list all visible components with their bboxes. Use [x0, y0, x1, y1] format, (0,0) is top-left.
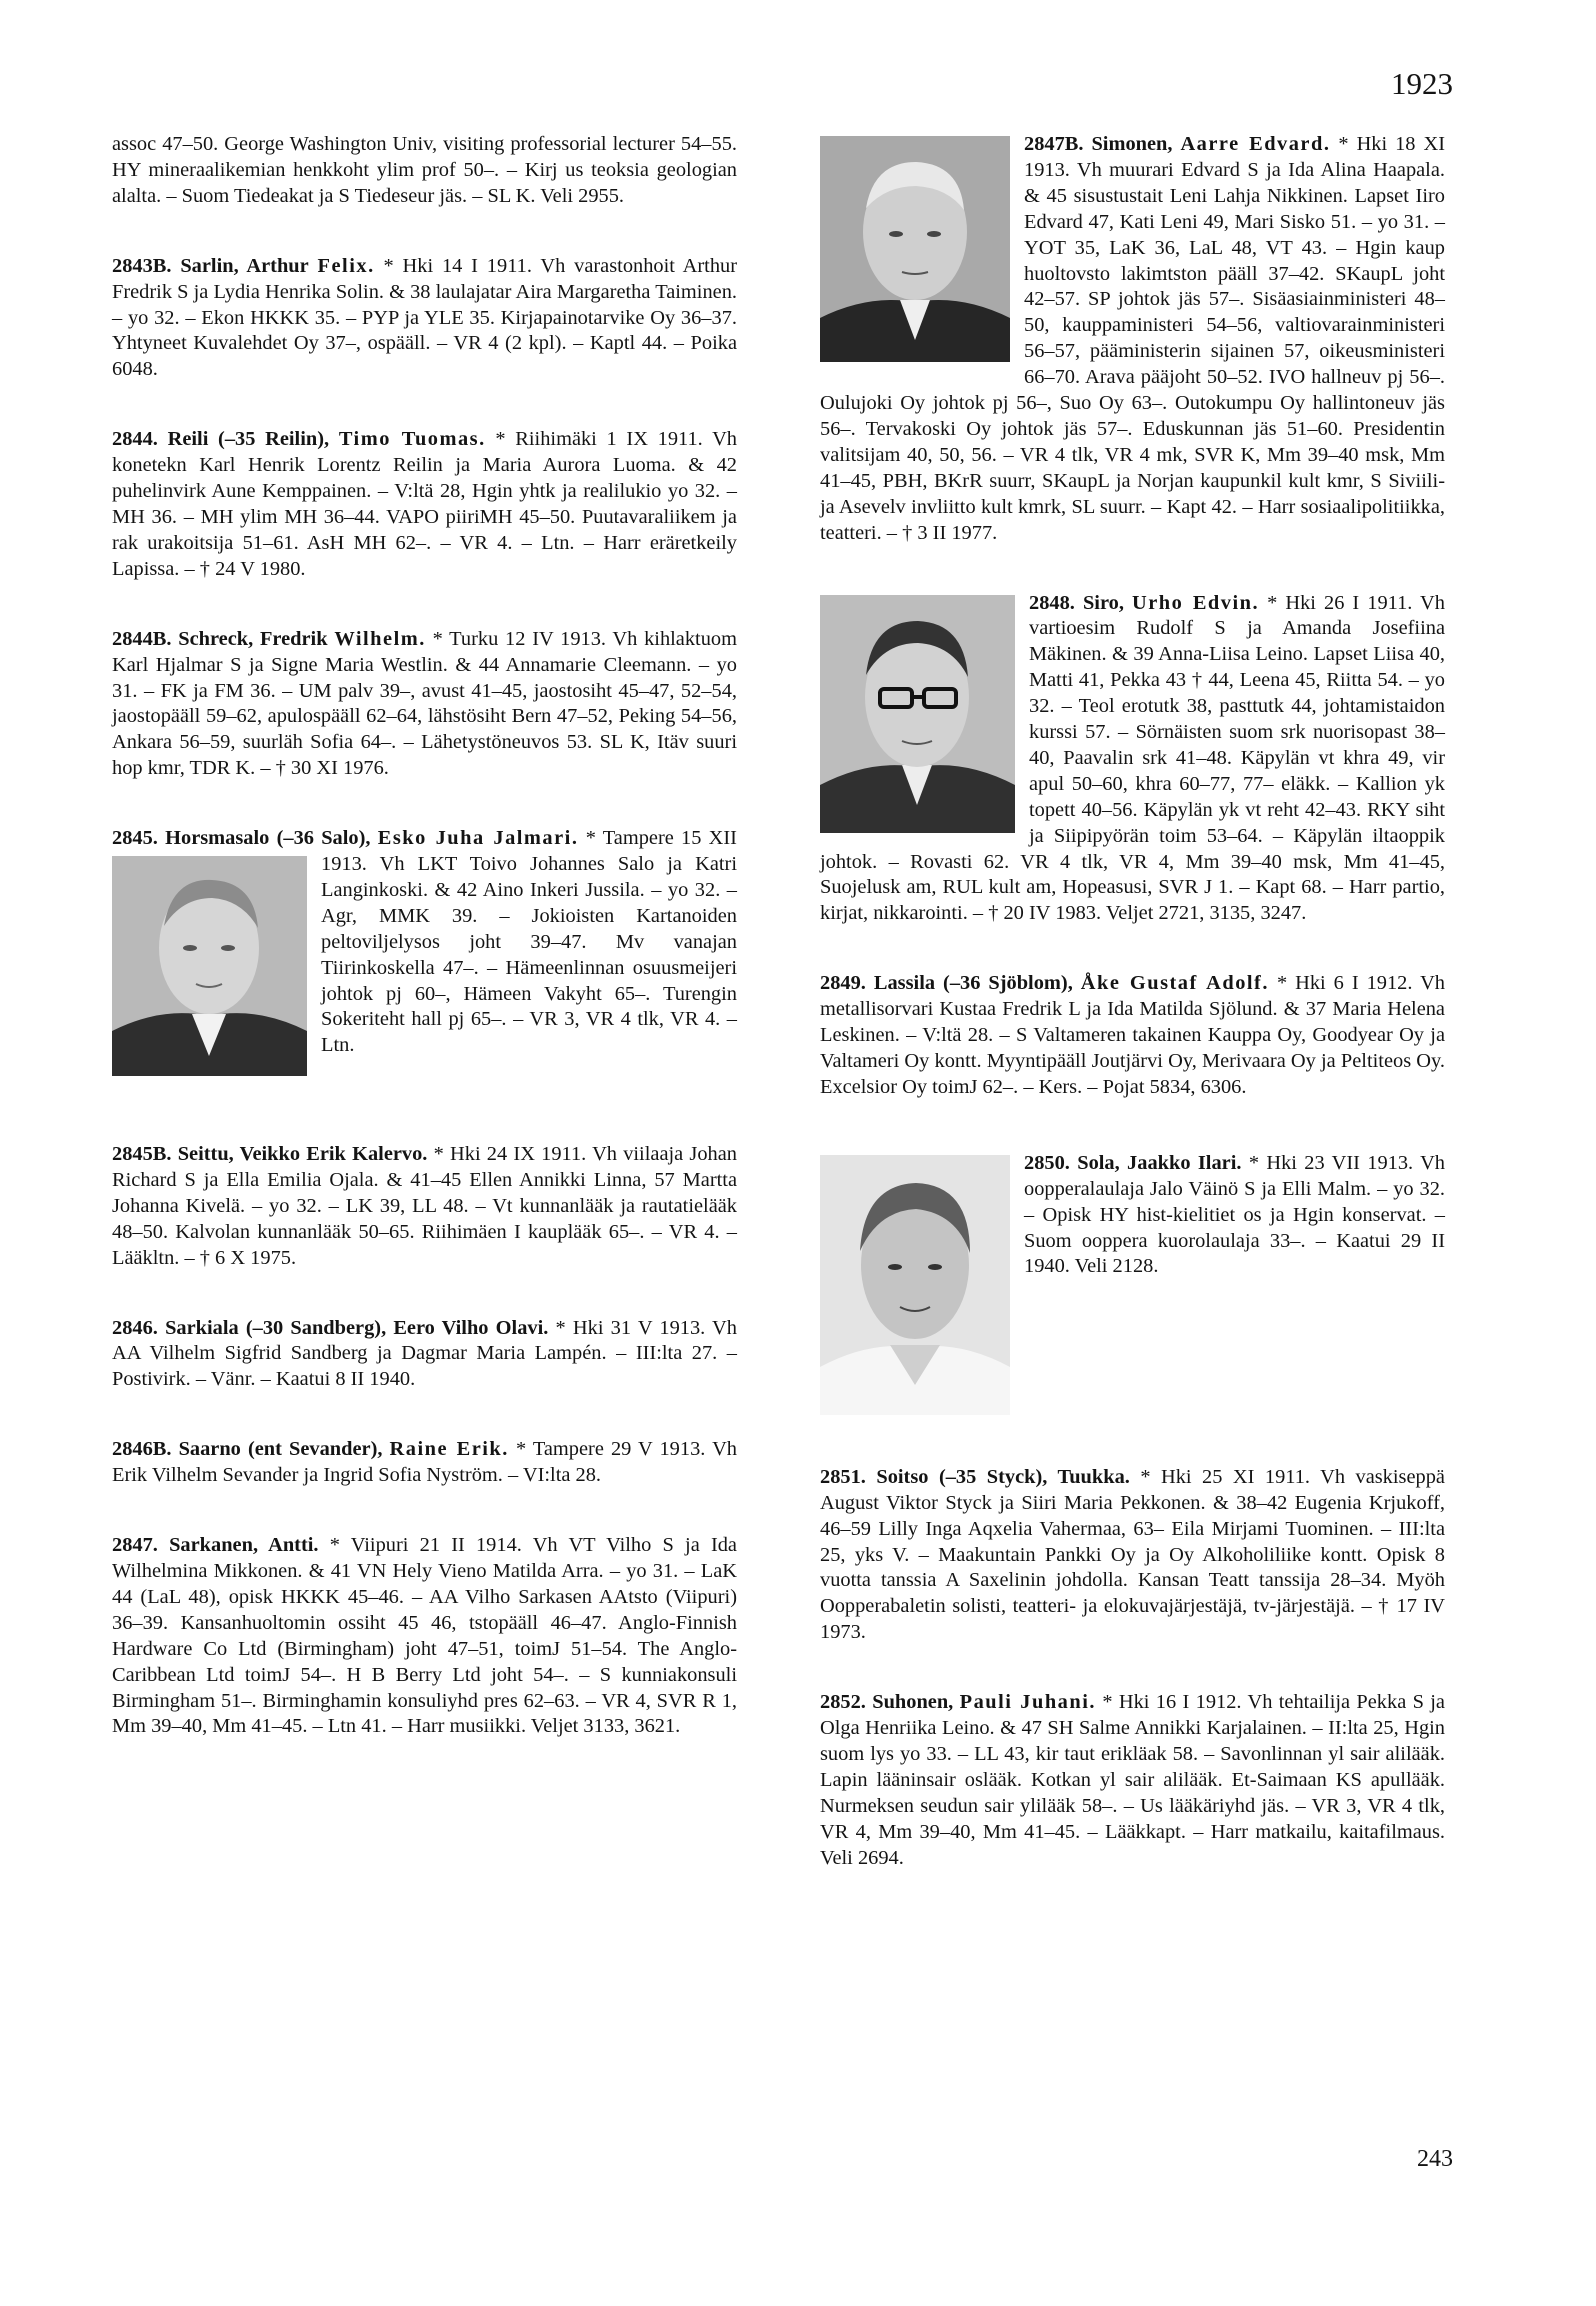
page-year: 1923	[1391, 66, 1453, 101]
entry-given-name: Pauli Juhani.	[959, 1691, 1096, 1714]
entry-2844	[112, 427, 737, 582]
portrait-image	[112, 856, 307, 1076]
portrait-photo	[112, 856, 307, 1076]
entry-number: 2844.	[112, 428, 158, 451]
entry-2846b	[112, 1437, 737, 1489]
entry-2845	[112, 826, 737, 1082]
entry-name: Sarkanen, Antti.	[169, 1534, 319, 1557]
entry-number: 2851.	[820, 1465, 866, 1488]
entry-2849	[820, 971, 1445, 1101]
entry-name: Horsmasalo (–36 Salo),	[165, 827, 371, 850]
portrait-image	[820, 1155, 1010, 1415]
entry-text: * Hki 6 I 1912. Vh metallisorvari Kustaa Fredrik L ja Ida Matilda Sjölund. & 37 Maria Helena Leskinen. – V:ltä 28. – S Valtameren takainen Kauppa Oy, Goodyear Oy ja Valtameri Oy kontt. Myyntipääll Joutjärvi Oy, Merivaara Oy ja Peltiteos Oy. Excelsior Oy toimJ 62–. – Kers. – Pojat 5834, 6306.	[820, 972, 1445, 1098]
entry-name: Sarkiala (–30 Sandberg), Eero Vilho Olavi.	[165, 1316, 549, 1339]
entry-given-name: Felix.	[317, 254, 375, 277]
entry-number: 2850.	[1024, 1151, 1070, 1174]
entry-2846	[112, 1316, 737, 1394]
entry-name: Seittu, Veikko Erik Kalervo.	[177, 1143, 428, 1166]
entry-name: Saarno (ent Sevander),	[178, 1438, 383, 1461]
entry-name: Simonen,	[1091, 133, 1173, 155]
portrait-photo	[820, 136, 1010, 362]
entry-name: Siro,	[1082, 591, 1124, 614]
entry-number: 2846B.	[112, 1438, 172, 1461]
entry-text: * Hki 14 I 1911. Vh varastonhoit Arthur Fredrik S ja Lydia Henrika Solin. & 38 laulajatar Aira Margaretha Taiminen. – yo 32. – Ekon HKKK 35. – PYP ja YLE 35. Kirjapainotarvike Oy 36–37. Yhtyneet Kuvalehdet Oy 37–, ospääll. – VR 4 (2 kpl). – Kaptl 44. – Poika 6048.	[112, 254, 738, 381]
entry-text: * Hki 31 V 1913. Vh AA Vilhelm Sigfrid Sandberg ja Dagmar Maria Lampén. – III:lta 27. – Postivirk. – Vänr. – Kaatui 8 II 1940.	[112, 1316, 737, 1391]
entry-text: * Riihimäki 1 IX 1911. Vh konetekn Karl Henrik Lorentz Reilin ja Maria Aurora Luoma. & 42 puhelinvirk Aune Kemppainen. – V:ltä 28, Hgin yhtk ja realilukio yo 32. – MH 36. – MH ylim MH 36–44. VAPO piiriMH 45–50. Puutavaraliikem ja rak urakoitsija 51–61. AsH MH 62–. – VR 4. – Ltn. – Harr eräretkeily Lapissa. – † 24 V 1980.	[112, 428, 737, 580]
entry-2845b	[112, 1142, 737, 1272]
page-number: 243	[1417, 2146, 1453, 2172]
entry-number: 2846.	[112, 1316, 158, 1339]
entry-2851	[820, 1465, 1445, 1646]
entry-number: 2849.	[820, 972, 866, 995]
entry-text: * Hki 16 I 1912. Vh tehtailija Pekka S ja Olga Henriika Leino. & 47 SH Salme Annikki Karjalainen. – II:lta 25, Hgin suom lys yo 33. – LL 43, kir taut erikläak 58. – Savonlinnan yl sair alilääk. Lapin lääninsair oslääk. Kotkan yl sair alilääk. Et-Saimaan KS apullääk. Nurmeksen seudun sair ylilääk 58–. – Us lääkäriyhd jäs. – VR 3, VR 4 tlk, VR 4, Mm 39–40, Mm 41–45. – Lääkkapt. – Harr matkailu, kaitafilmaus. Veli 2694.	[820, 1691, 1445, 1869]
entry-given-name: Aarre Edvard.	[1180, 133, 1331, 155]
entry-given-name: Urho Edvin.	[1131, 591, 1260, 614]
entry-text: * Tampere 29 V 1913. Vh Erik Vilhelm Sevander ja Ingrid Sofia Nyström. – VI:lta 28.	[112, 1438, 737, 1487]
entry-text: * Viipuri 21 II 1914. Vh VT Vilho S ja Ida Wilhelmina Mikkonen. & 41 VN Hely Vieno Matilda Arra. – yo 31. – LaK 44 (LaL 48), opisk HKKK 45–46. – AA Vilho Sarkasen AAtsto (Viipuri) 36–39. Kansanhuoltomin ossiht 45 46, tstopääll 46–47. Anglo-Finnish Hardware Co Ltd (Birmingham) joht 47–51, toimJ 51–54. The Anglo-Caribbean Ltd toimJ 54–. H B Berry Ltd joht 54–. – S kunniakonsuli Birmingham 51–. Birminghamin konsuliyhd pres 62–63. – VR 4, SVR R 1, Mm 39–40, Mm 41–45. – Ltn 41. – Harr musiikki. Veljet 3133, 3621.	[112, 1534, 737, 1738]
entry-number: 2847.	[112, 1534, 158, 1557]
entry-given-name: Åke Gustaf Adolf.	[1080, 972, 1269, 995]
portrait-photo	[820, 595, 1015, 833]
entry-2848	[820, 591, 1445, 928]
entry-number: 2844B.	[112, 627, 172, 650]
entry-number: 2848.	[1029, 591, 1075, 614]
entry-2843b	[112, 254, 737, 384]
entry-number: 2847B.	[1024, 133, 1084, 155]
entry-text: assoc 47–50. George Washington Univ, visiting professorial lecturer 54–55. HY mineraalikemian henkkoht ylim prof 50–. – Kirj us teoksia geologian alalta. – Suom Tiedeakat ja S Tiedeseur jäs. – SL K. Veli 2955.	[112, 133, 737, 207]
entry-number: 2843B.	[112, 254, 172, 277]
entry-name: Reili (–35 Reilin),	[167, 428, 330, 451]
entry-name: Soitso (–35 Styck), Tuukka.	[876, 1465, 1130, 1488]
portrait-image	[820, 595, 1015, 833]
entry-text: * Tampere 15 XII 1913. Vh LKT Toivo Johannes Salo ja Katri Langinkoski. & 42 Aino Inkeri Jussila. – yo 32. – Agr, MMK 39. – Jokioisten Kartanoiden peltoviljelysos joht 39–47. Mv vanajan Tiirinkoskella 47–. – Hämeenlinnan osuusmeijeri johtok pj 60–, Hämeen Vakyht 65–. Turengin Sokeriteht hall pj 65–. – VR 3, VR 4 tlk, VR 4. – Ltn.	[321, 827, 737, 1057]
entry-text: * Hki 26 I 1911. Vh vartioesim Rudolf S ja Amanda Josefiina Mäkinen. & 39 Anna-Liisa Leino. Lapset Liisa 40, Matti 41, Pekka 43 † 44, Leena 45, Riitta 54. – yo 32. – Teol erotutk 38, pasttutk 44, johtamistaidon kurssi 57. – Sörnäisten suom srk nuorisopast 38–40, Paavalin srk 41–48. Käpylän vt khra 49, vir apul 50–60, khra 60–77, 77– eläkk. – Kallion yk topett 40–56. Käpylän yk vt reht 42–43. RKY siht ja Siipipyörän toim 53–64. – Käpylän iltaoppik johtok. – Rovasti 62. VR 4 tlk, VR 4, Mm 39–40 msk, Mm 41–45, Suojelusk am, RUL kult am, Hopeasusi, SVR J 1. – Kapt 68. – Harr partio, kirjat, nikkarointi. – † 20 IV 1983. Veljet 2721, 3135, 3247.	[820, 591, 1445, 925]
entry-2852	[820, 1690, 1445, 1871]
entry-given-name: Wilhelm.	[334, 627, 426, 650]
left-column	[112, 132, 737, 1740]
entry-2847	[112, 1533, 737, 1740]
right-column	[820, 132, 1445, 1872]
entry-text: * Hki 25 XI 1911. Vh vaskiseppä August Viktor Styck ja Siiri Maria Pekkonen. & 38–42 Eugenia Krjukoff, 46–59 Lilly Inga Aqxelia Vahermaa, 63– Eila Mirjami Tuominen. – III:lta 25, yks V. – Maakuntain Pankki Oy ja Oy Alkoholiliike kontt. Opisk 8 vuotta tanssia A Saxelinin johdolla. Kansan Teatt tanssija 28–34. Myöh Oopperabaletin solisti, teatteri- ja elokuvajärjestäjä, tv-järjestäjä. – † 17 IV 1973.	[820, 1465, 1445, 1644]
entry-name: Lassila (–36 Sjöblom),	[873, 972, 1073, 995]
entry-number: 2845.	[112, 827, 158, 850]
entry-2850	[820, 1151, 1445, 1421]
entry-text: * Hki 24 IX 1911. Vh viilaaja Johan Richard S ja Ella Emilia Ojala. & 41–45 Ellen Annikki Linna, 57 Martta Johanna Kivelä. – yo 32. – LK 39, LL 48. – Vt kunnanlääk ja rautatielääk 48–50. Kalvolan kunnanlääk 50–65. Riihimäen I kauplääk 65–. – VR 4. – Lääkltn. – † 6 X 1975.	[112, 1143, 737, 1269]
entry-name: Schreck, Fredrik	[178, 627, 328, 650]
entry-text: * Hki 18 XI 1913. Vh muurari Edvard S ja Ida Alina Haapala. & 45 sisustustait Leni Lahja Nikkinen. Lapset Iiro Edvard 47, Kati Leni 49, Mari Sisko 51. – yo 31. – YOT 35, LaK 36, LaL 48, VT 43. – Hgin kaup huoltovsto lakimtston pääll 37–42. SKaupL joht 42–57. SP johtok jäs 57–. Sisäasiainministeri 48–50, kauppaministeri 54–56, valtiovarainministeri 56–57, pääministerin sijainen 57, oikeusministeri 66–70. Arava pääjoht 50–52. IVO hallneuv pj 56–. Oulujoki Oy johtok pj 56–, Suo Oy 63–. Outokumpu Oy hallintoneuv jäs 56–. Tervakoski Oy johtok jäs 57–. Eduskunnan jäs 51–60. Presidentin valitsijam 40, 50, 56. – VR 4 tlk, VR 4 mk, SVR K, Mm 39–40 msk, Mm 41–45, PBH, BKrR suurr, SKaupL ja Norjan kaupunkil kult kmr, S Siviili- ja Asevelv invliitto kult kmrk, SL suurr. – Kapt 42. – Harr sosiaalipolitiikka, teatteri. – † 3 II 1977.	[820, 133, 1445, 544]
entry-continuation	[112, 132, 737, 210]
entry-2847b	[820, 132, 1445, 547]
entry-name: Sola, Jaakko Ilari.	[1077, 1151, 1242, 1174]
entry-text: * Hki 23 VII 1913. Vh oopperalaulaja Jalo Väinö S ja Elli Malm. – yo 32. – Opisk HY hist-kielitiet os ja Hgin konservat. – Suom ooppera kuorolaulaja 33–. – Kaatui 29 II 1940. Veli 2128.	[1024, 1151, 1446, 1278]
entry-number: 2845B.	[112, 1143, 172, 1166]
entry-2844b	[112, 627, 737, 782]
entry-given-name: Esko Juha Jalmari.	[377, 827, 579, 850]
entry-given-name: Raine Erik.	[389, 1438, 509, 1461]
entry-given-name: Timo Tuomas.	[338, 428, 486, 451]
entry-name: Sarlin, Arthur	[180, 254, 309, 277]
entry-name: Suhonen,	[872, 1691, 954, 1714]
entry-text: * Turku 12 IV 1913. Vh kihlaktuom Karl Hjalmar S ja Signe Maria Westlin. & 44 Annamarie Cleemann. – yo 31. – FK ja FM 36. – UM palv 39–, avust 41–45, jaostosiht 45–47, 52–54, jaostopääll 59–62, apulospääll 62–64, lähstösiht Bern 47–52, Peking 54–56, Ankara 56–59, suurläh Sofia 64–. – Lähetystöneuvos 53. SL K, Itäv suuri hop kmr, TDR K. – † 30 XI 1976.	[112, 627, 737, 780]
entry-number: 2852.	[820, 1691, 866, 1714]
portrait-image	[820, 136, 1010, 362]
portrait-photo	[820, 1155, 1010, 1415]
